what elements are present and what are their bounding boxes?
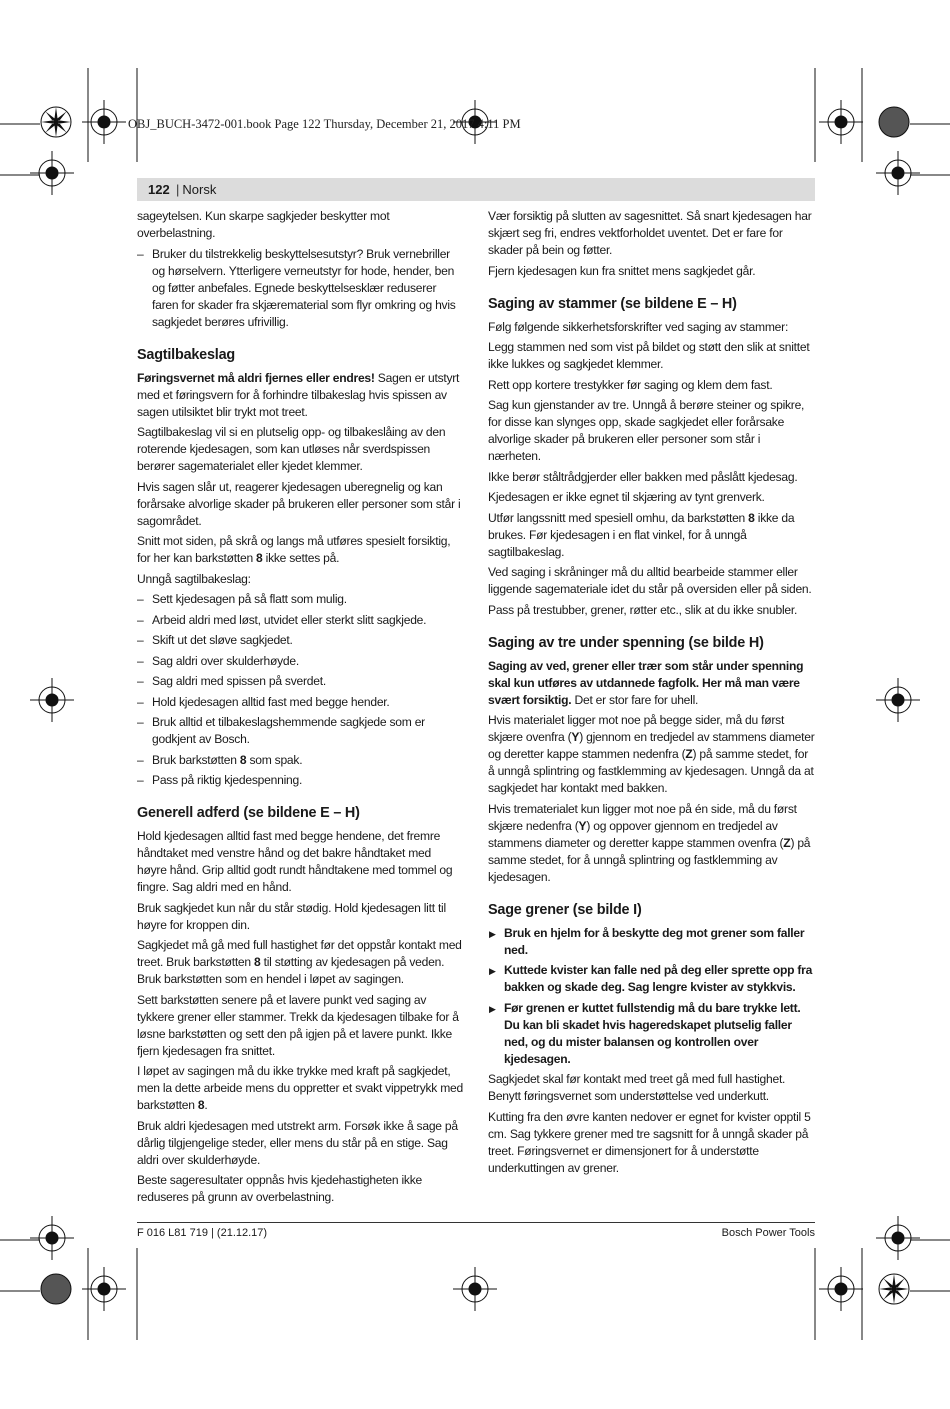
bold-text: Saging av ved, grener eller trær som står under spenning skal kun utføres av utdannede fagfolk. Her må man være svært forsiktig. <box>488 658 804 707</box>
paragraph: Bruk aldri kjedesagen med utstrekt arm. Forsøk ikke å sage på dårlig tilgjengelige steder, eller mens du står på en stige. Sag aldri over skulderhøyde. <box>137 1118 458 1167</box>
registration-gray-icon <box>879 107 909 137</box>
bold-text: Føringsvernet må aldri fjernes eller endres! <box>137 370 375 385</box>
paragraph: Sag kun gjenstander av tre. Unngå å berøre steiner og spikre, for disse kan slynges opp, skade sagkjedet eller forårsake alvorlige skader på brukeren eller personer som står i nærheten. <box>488 398 805 463</box>
print-header: OBJ_BUCH-3472-001.book Page 122 Thursday, December 21, 2017 4:11 PM <box>128 117 521 131</box>
list-item: – Sett kjedesagen på så flatt som mulig. <box>137 591 463 608</box>
text: Det er stor fare for uhell. <box>571 692 699 707</box>
bold-text: 8 <box>197 1098 205 1112</box>
registration-target-icon <box>30 1216 74 1260</box>
warning-item: ▶ Før grenen er kuttet fullstendig må du bare trykke lett. Du kan bli skadet hvis hageredskapet plutselig faller ned, og du mister balansen og kontrollen over kjedesagen. <box>488 1000 815 1068</box>
text: Utfør langssnitt med spesiell omhu, da barkstøtten <box>488 510 749 525</box>
text: ikke settes på. <box>262 551 340 565</box>
text: Hvis trematerialet kun ligger mot noe på én side, må du først skjære nedenfra ( <box>488 801 797 833</box>
paragraph <box>488 712 815 797</box>
text: som spak. <box>246 752 303 767</box>
paragraph: Hold kjedesagen alltid fast med begge hendene, det fremre håndtaket med venstre hånd og det bakre håndtaket med høyre hånd. Grip alltid godt rundt håndtakene med tommel og fingre. Sag aldri med en hånd. <box>137 829 453 894</box>
section-heading: Saging av stammer (se bildene E – H) <box>488 295 737 312</box>
paragraph: Følg følgende sikkerhetsforskrifter ved saging av stammer: <box>488 319 789 334</box>
dash-list <box>137 591 463 789</box>
registration-target-icon <box>30 678 74 722</box>
right-column <box>488 208 815 1180</box>
paragraph <box>137 1063 463 1114</box>
paragraph: Ved saging i skråninger må du alltid bearbeide stammer eller liggende sagemateriale idet du står på oversiden eller på siden. <box>488 565 812 596</box>
page-number: 122 <box>148 182 170 197</box>
registration-target-icon <box>82 100 126 144</box>
page-header-bar <box>137 178 815 201</box>
bold-text: 8 <box>256 551 263 565</box>
list-item: – Hold kjedesagen alltid fast med begge hender. <box>137 694 463 711</box>
bold-text: Y <box>578 818 587 833</box>
text: ) gjennom en tredjedel av stammens diameter og deretter kappe stammen nedenfra ( <box>488 730 815 761</box>
paragraph <box>137 533 463 567</box>
warning-list <box>488 925 815 1068</box>
left-column <box>137 208 463 1210</box>
registration-target-icon <box>876 678 920 722</box>
paragraph <box>488 510 815 561</box>
text: I løpet av sagingen må du ikke trykke med kraft på sagkjedet, men la dette arbeide mens du oppretter et svakt vippetrykk med barkstøtten <box>137 1064 463 1112</box>
registration-target-icon <box>876 151 920 195</box>
list-item: – Bruker du tilstrekkelig beskyttelsesutstyr? Bruk vernebriller og hørselvern. Ytterligere verneutstyr for hode, hender, ben og føtter anbefales. Egnede beskyttelsesklær reduserer faren for skader fra skjærematerial som flyr omkring og hvis sagkjedet berøres ufrivillig. <box>137 246 463 331</box>
text: til støtting av kjedesagen på veden. Bruk barkstøtten som en hendel i løpet av sagingen. <box>137 955 445 986</box>
registration-target-icon <box>819 100 863 144</box>
paragraph <box>488 801 815 886</box>
text: ikke da brukes. Før kjedesagen i en flat vinkel, for å unngå sagtilbakeslag. <box>488 510 795 559</box>
text: . <box>204 1098 208 1112</box>
paragraph: Sett barkstøtten senere på et lavere punkt ved saging av tykkere grener eller stammer. Trekk da kjedesagen tilbake for å løsne barkstøtten og sett den på igjen på et lavere punkt. Ikke fjern kjedesagen fra snittet. <box>137 992 459 1058</box>
paragraph: Bruk sagkjedet kun når du står stødig. Hold kjedesagen litt til høyre for kroppen din. <box>137 900 446 932</box>
registration-star-icon <box>879 1274 909 1304</box>
bold-text: Z <box>685 747 693 761</box>
warning-item: ▶ Kuttede kvister kan falle ned på deg eller sprette opp fra bakken og skade deg. Sag lengre kvister av stykkvis. <box>488 962 815 996</box>
paragraph <box>137 370 463 421</box>
page-language: | Norsk <box>176 182 216 197</box>
text: Snitt mot siden, på skrå og langs må utføres spesielt forsiktig, for her kan barkstøtten <box>137 534 451 565</box>
paragraph: Beste sageresultater oppnås hvis kjedehastigheten ikke reduseres på grunn av overbelastning. <box>137 1173 422 1204</box>
text: ) på samme stedet, for å unngå splintring og fastklemming av kjedesagen. Unngå da at sagkjedet har kontakt med bakken. <box>488 747 814 795</box>
paragraph: Legg stammen ned som vist på bildet og støtt den slik at snittet ikke lukkes og sagkjedet klemmer. <box>488 340 810 371</box>
section-heading: Sage grener (se bilde I) <box>488 901 642 918</box>
paragraph: Kutting fra den øvre kanten nedover er egnet for kvister opptil 5 cm. Sag tykkere grener med tre sagsnitt for å unngå skader på treet. Føringsvernet er dimensjonert for å understøtte underkuttingen av grener. <box>488 1109 811 1175</box>
text: Hvis materialet ligger mot noe på begge sider, må du først skjære ovenfra ( <box>488 713 785 744</box>
list-item: – Arbeid aldri med løst, utvidet eller sterkt slitt sagkjede. <box>137 612 463 629</box>
list-item: – Pass på riktig kjedespenning. <box>137 772 463 789</box>
paragraph: Fjern kjedesagen kun fra snittet mens sagkjedet går. <box>488 263 756 278</box>
paragraph <box>488 658 815 709</box>
section-heading: Sagtilbakeslag <box>137 346 235 363</box>
text: ) og oppover gjennom en tredjedel av stammens diameter og deretter kappe stammen ovenfra ( <box>488 818 784 850</box>
bold-text: 8 <box>748 510 755 525</box>
registration-target-icon <box>876 1216 920 1260</box>
list-item: – Sag aldri over skulderhøyde. <box>137 653 463 670</box>
registration-target-icon <box>819 1267 863 1311</box>
paragraph: Rett opp kortere trestykker før saging og klem dem fast. <box>488 377 773 392</box>
registration-star-icon <box>41 107 71 137</box>
registration-target-icon <box>30 151 74 195</box>
bold-text: 8 <box>239 752 247 767</box>
paragraph: Vær forsiktig på slutten av sagesnittet. Så snart kjedesagen har skjært seg fri, endres vektforholdet uventet. Det er fare for skader på bein og føtter. <box>488 209 812 257</box>
list-item: – Bruk alltid et tilbakeslagshemmende sagkjede som er godkjent av Bosch. <box>137 714 463 748</box>
registration-target-icon <box>82 1267 126 1311</box>
bold-text: 8 <box>254 955 261 969</box>
list-item: – Sag aldri med spissen på sverdet. <box>137 673 463 690</box>
footer-brand: Bosch Power Tools <box>721 1227 815 1239</box>
paragraph: Ikke berør ståltrådgjerder eller bakken med påslått kjedesag. <box>488 469 798 484</box>
paragraph <box>137 937 463 988</box>
paragraph: Kjedesagen er ikke egnet til skjæring av tynt grenverk. <box>488 490 765 504</box>
section-heading: Saging av tre under spenning (se bilde H) <box>488 634 764 651</box>
footer-doc-id: F 016 L81 719 | (21.12.17) <box>137 1227 268 1239</box>
text: ) på samme stedet, for å unngå splintring og fastklemming av kjedesagen. <box>488 835 811 884</box>
list-item: – Skift ut det sløve sagkjedet. <box>137 632 463 649</box>
footer-rule <box>137 1222 815 1223</box>
list-item <box>137 752 463 769</box>
section-heading: Generell adferd (se bildene E – H) <box>137 805 360 821</box>
text: Bruk barkstøtten <box>152 752 240 767</box>
bold-text: Y <box>571 730 580 744</box>
paragraph: Unngå sagtilbakeslag: <box>137 571 251 586</box>
text: Sagen er utstyrt med et føringsvern for å forhindre tilbakeslag hvis spissen av sagen utilsiktet blir trykt mot treet. <box>137 370 460 419</box>
registration-target-icon <box>453 1267 497 1311</box>
registration-gray-icon <box>41 1274 71 1304</box>
warning-item: ▶ Bruk en hjelm for å beskytte deg mot grener som faller ned. <box>488 925 815 959</box>
paragraph: Sagkjedet skal før kontakt med treet gå med full hastighet. Benytt føringsvernet som understøttelse ved underkutt. <box>488 1072 786 1103</box>
paragraph: Hvis sagen slår ut, reagerer kjedesagen uberegnelig og kan forårsake alvorlige skader på brukeren eller personer som står i sagområdet. <box>137 479 461 528</box>
paragraph: Sagtilbakeslag vil si en plutselig opp- og tilbakeslåing av den roterende kjedesagen, som kan utløses når sverdspissen berører sagematerialet eller kjedet klemmer. <box>137 425 446 473</box>
bold-text: Z <box>783 835 791 850</box>
text: Sagkjedet må gå med full hastighet før det oppstår kontakt med treet. Bruk barkstøtten <box>137 938 462 969</box>
paragraph: Pass på trestubber, grener, røtter etc., slik at du ikke snubler. <box>488 602 798 617</box>
paragraph: sageytelsen. Kun skarpe sagkjeder beskytter mot overbelastning. <box>137 209 390 240</box>
dash-list <box>137 246 463 331</box>
